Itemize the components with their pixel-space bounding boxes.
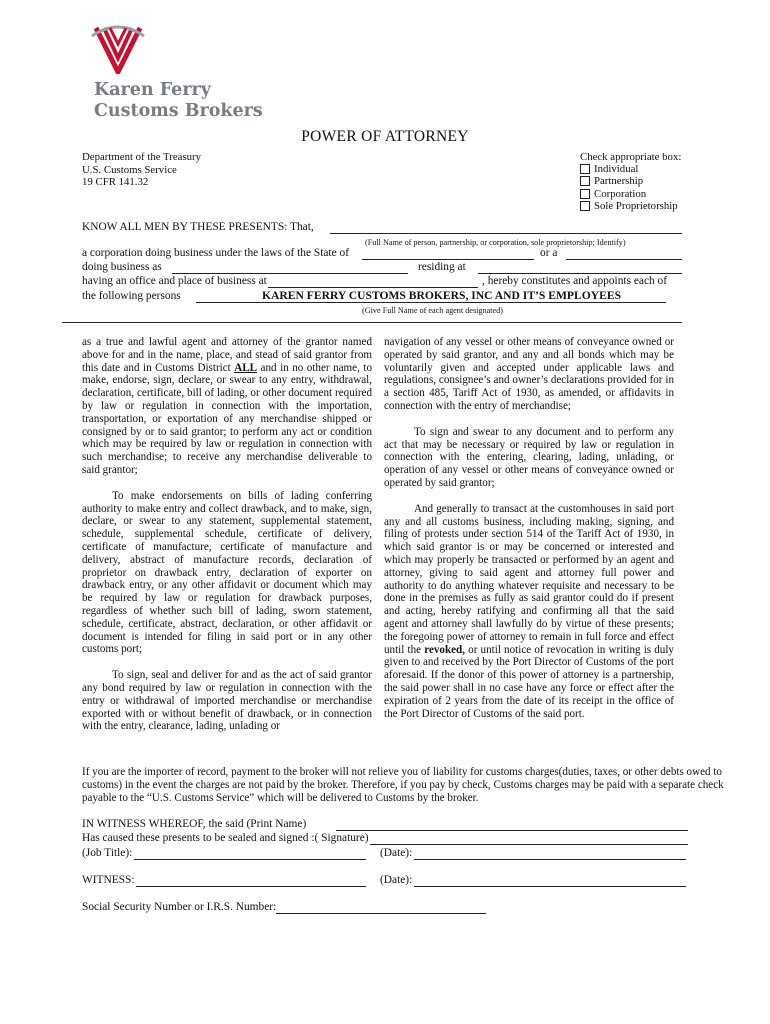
- logo-mark-icon: [88, 22, 148, 74]
- know-all-text: KNOW ALL MEN BY THESE PRESENTS: That,: [82, 221, 314, 233]
- right-paragraph-3: And generally to transact at the customhouses in said port any and all customs business, including making, signing, and filing of protests under section 514 of the Tariff Act of 1930, in which said grantor is or may be concerned or interested and which may properly be transacted or performed by an agent and attorney, giving to said agent and attorney full power and authority to do anything whatever requisite and necessary to be done in the premises as fully as said grantor could do if present and acting, hereby ratifying and confirming all that the said agent and attorney shall lawfully do by virtue of these presents; the foregoing power of attorney to remain in full force and effect until the revoked, or until notice of revocation in writing is duly given to and received by the Port Director of Customs of the port aforesaid. If the donor of this power of attorney is a partnership, the said power shall in no case have any force or effect after the expiration of 2 years from the date of its receipt in the office of the Port Director of Customs of the said port.: [384, 502, 674, 720]
- left-paragraph-3: To sign, seal and deliver for and as the act of said grantor any bond required by law or regulation in connection with the entry or withdrawal of imported merchandise or merchandise exported with or without benefit of drawback, or in connection with the entry, clearance, lading, unlading or: [82, 669, 372, 733]
- department-block: [82, 151, 201, 189]
- dba-field[interactable]: [172, 273, 408, 274]
- agent-name: KAREN FERRY CUSTOMS BROKERS, INC AND IT’S EMPLOYEES: [262, 289, 622, 302]
- ssn-field[interactable]: [276, 913, 486, 914]
- signature-field[interactable]: [370, 844, 688, 845]
- option-sole-proprietorship[interactable]: Sole Proprietorship: [580, 200, 681, 212]
- logo-line-1: Karen Ferry: [94, 80, 211, 100]
- or-a-text: or a: [540, 247, 558, 259]
- doing-business-text: doing business as: [82, 261, 162, 273]
- right-column: [384, 336, 674, 720]
- full-name-field[interactable]: [330, 233, 682, 234]
- agent-name-line: [196, 302, 666, 303]
- checkbox-corporation[interactable]: [580, 189, 590, 199]
- job-title-field[interactable]: [134, 859, 366, 860]
- agent-hint: (Give Full Name of each agent designated): [362, 306, 503, 315]
- option-corporation[interactable]: Corporation: [580, 188, 681, 200]
- residence-field[interactable]: [478, 273, 682, 274]
- dept-line-1: Department of the Treasury: [82, 151, 202, 163]
- full-name-hint: (Full Name of person, partnership, or corporation, sole proprietorship; Identify): [365, 238, 626, 247]
- dept-line-2: U.S. Customs Service: [82, 163, 177, 176]
- entity-type-field[interactable]: [566, 259, 682, 260]
- importer-note: If you are the importer of record, payment to the broker will not relieve you of liability for customs charges(duties, taxes, or other debts owed to customs) in the event the charges are not paid by the broker. Therefore, if you pay by check, Customs charges may be paid with a separate check payable to the “U.S. Customs Service” which will be delivered to Customs by the broker.: [82, 766, 724, 804]
- left-paragraph-1: as a true and lawful agent and attorney of the grantor named above for and in the name, place, and stead of said grantor from this date and in Customs District ALL and in no other name, to make, endorse, sign, declare, or swear to any entry, withdrawal, declaration, certificate, bill of lading, or other document required by law or regulation in connection with the importation, transportation, or exportation of any merchandise shipped or consigned by or to said grantor; to perform any act or condition which may be required by law or regulation in connection with such merchandise; to receive any merchandise deliverable to said grantor;: [82, 336, 372, 476]
- residing-at-text: residing at: [418, 261, 466, 273]
- office-address-field[interactable]: [268, 287, 478, 288]
- option-individual[interactable]: Individual: [580, 163, 681, 175]
- left-column: [82, 336, 372, 733]
- customs-district-all: ALL: [234, 361, 258, 374]
- print-name-field[interactable]: [336, 830, 688, 831]
- hereby-text: , hereby constitutes and appoints each of: [482, 275, 668, 287]
- ssn-label: Social Security Number or I.R.S. Number:: [82, 901, 277, 913]
- checkbox-partnership[interactable]: [580, 176, 590, 186]
- option-partnership[interactable]: Partnership: [580, 175, 681, 187]
- date-field-2[interactable]: [414, 886, 686, 887]
- section-divider: [62, 322, 682, 323]
- dept-line-3: 19 CFR 141.32: [82, 176, 149, 188]
- office-text: having an office and place of business at: [82, 275, 267, 287]
- date-label-2: (Date):: [380, 874, 413, 886]
- checkbox-individual[interactable]: [580, 164, 590, 174]
- logo-text: [94, 80, 263, 122]
- entity-type-checkboxes: [580, 151, 681, 212]
- right-paragraph-1: navigation of any vessel or other means of conveyance owned or operated by said grantor, and any and all bonds which may be voluntarily given and accepted under applicable laws and regulations, consignee’s and owner’s declarations provided for in a section 485, Tariff Act of 1930, as amended, or affidavits in connection with the entry of merchandise;: [384, 336, 674, 412]
- following-persons-text: the following persons: [82, 290, 181, 302]
- witness-whereof-label: IN WITNESS WHEREOF, the said (Print Name): [82, 818, 307, 830]
- witness-label: WITNESS:: [82, 874, 135, 886]
- witness-field[interactable]: [136, 886, 366, 887]
- right-paragraph-2: To sign and swear to any document and to perform any act that may be necessary or required by law or regulation in connection with the entering, clearing, lading, unlading, or operation of any vessel or other means of conveyance owned or operated by said grantor;: [384, 425, 674, 489]
- logo-line-2: Customs Brokers: [94, 101, 263, 121]
- date-label-1: (Date):: [380, 847, 413, 859]
- sealed-signed-label: Has caused these presents to be sealed and signed :( Signature): [82, 832, 369, 844]
- state-field[interactable]: [362, 259, 534, 260]
- revoked-text: revoked,: [424, 643, 465, 656]
- page-title: POWER OF ATTORNEY: [301, 128, 469, 145]
- job-title-label: (Job Title):: [82, 847, 133, 859]
- left-paragraph-2: To make endorsements on bills of lading conferring authority to make entry and collect drawback, and to make, sign, declare, or swear to any statement, supplemental statement, schedule, supplemental schedule, certificate of delivery, certificate of manufacture, certificate of manufacture and delivery, abstract of manufacture records, declaration of proprietor on drawback entry, declaration of exporter on drawback entry, or any other affidavit or document which may be required by law or regulation for drawback purposes, regardless of whether such bill of lading, sworn statement, schedule, certificate, abstract, declaration, or other affidavit or document is intended for filing in said port or in any other customs port;: [82, 489, 372, 656]
- checkbox-sole-proprietorship[interactable]: [580, 201, 590, 211]
- corp-state-text: a corporation doing business under the laws of the State of: [82, 247, 349, 259]
- checkbox-heading: Check appropriate box:: [580, 151, 682, 163]
- date-field-1[interactable]: [414, 859, 686, 860]
